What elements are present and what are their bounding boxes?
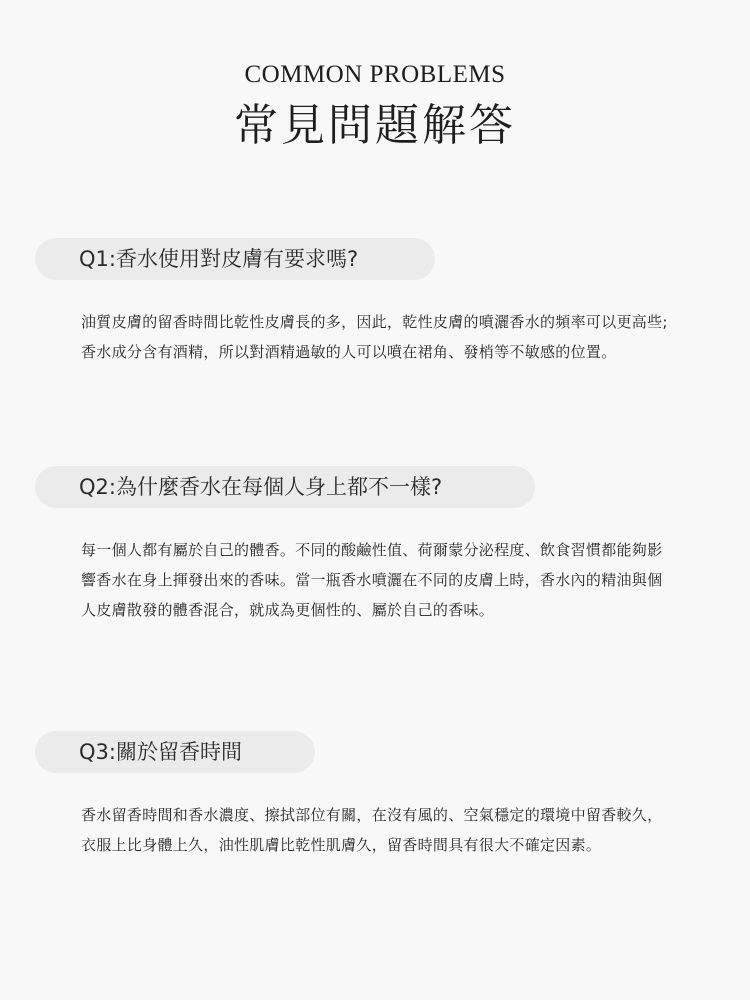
faq-question-1: Q1:香水使用對皮膚有要求嗎? [35,238,435,280]
header-title-english: COMMON PROBLEMS [244,61,506,88]
faq-question-2: Q2:為什麼香水在每個人身上都不一樣? [35,466,535,508]
faq-question-3: Q3:關於留香時間 [35,731,315,773]
faq-answer-2: 每一個人都有屬於自己的體香。不同的酸鹼性值、荷爾蒙分泌程度、飲食習慣都能夠影響香水在身上揮發出來的香味。當一瓶香水噴灑在不同的皮膚上時，香水內的精油與個人皮膚散發的體香混合，就成為更個性的、屬於自己的香味。 [81,541,663,619]
header-title-chinese: 常見問題解答 [234,100,516,151]
faq-answer-1: 油質皮膚的留香時間比乾性皮膚長的多，因此，乾性皮膚的噴灑香水的頻率可以更高些;香水成分含有酒精，所以對酒精過敏的人可以噴在裙角、發梢等不敏感的位置。 [81,313,668,361]
faq-answer-3: 香水留香時間和香水濃度、擦拭部位有關，在沒有風的、空氣穩定的環境中留香較久，衣服上比身體上久，油性肌膚比乾性肌膚久，留香時間具有很大不確定因素。 [81,806,663,854]
page-header [0,58,750,156]
